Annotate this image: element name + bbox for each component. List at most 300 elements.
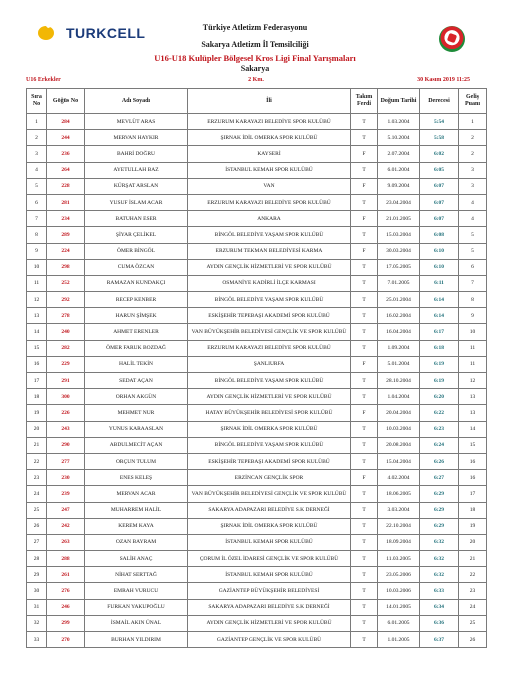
bib-number-cell: 229 [47,356,85,372]
athlete-name-cell: AHMET ERENLER [85,324,188,340]
bib-number-cell: 290 [47,437,85,453]
club-cell: İSTANBUL KEMAH SPOR KULÜBÜ [188,567,351,583]
time-cell: 6:32 [420,551,459,567]
birth-date-cell: 23.05.2006 [378,567,420,583]
points-cell: 26 [459,632,487,648]
birth-date-cell: 1.09.2004 [378,340,420,356]
rank-cell: 8 [27,227,47,243]
rank-cell: 16 [27,356,47,372]
time-cell: 5:58 [420,130,459,146]
birth-date-cell: 28.10.2004 [378,373,420,389]
points-cell: 18 [459,502,487,518]
club-cell: ESKİŞEHİR TEPEBAŞI AKADEMİ SPOR KULÜBÜ [188,308,351,324]
time-cell: 6:19 [420,356,459,372]
bib-number-cell: 247 [47,502,85,518]
club-cell: OSMANİYE KADİRLİ İLÇE KARMASI [188,275,351,291]
time-cell: 6:37 [420,632,459,648]
bib-number-cell: 281 [47,194,85,210]
bib-number-cell: 289 [47,227,85,243]
column-header: Sıra No [27,89,47,114]
athlete-name-cell: İSMAİL AKIN ÜNAL [85,615,188,631]
time-cell: 6:24 [420,437,459,453]
city-title: Sakarya [240,64,270,73]
points-cell: 4 [459,211,487,227]
points-cell: 5 [459,243,487,259]
birth-date-cell: 3.03.2004 [378,502,420,518]
rank-cell: 24 [27,486,47,502]
table-row [27,130,487,146]
team-individual-cell: F [351,146,378,162]
team-individual-cell: T [351,324,378,340]
birth-date-cell: 21.01.2005 [378,211,420,227]
birth-date-cell: 23.04.2004 [378,194,420,210]
team-individual-cell: T [351,162,378,178]
athlete-name-cell: RECEP KENBER [85,292,188,308]
bib-number-cell: 298 [47,259,85,275]
rank-cell: 1 [27,114,47,130]
athlete-name-cell: MERVAN HAYKIR [85,130,188,146]
club-cell: İSTANBUL KEMAH SPOR KULÜBÜ [188,534,351,550]
points-cell: 2 [459,146,487,162]
bib-number-cell: 292 [47,292,85,308]
table-row [27,356,487,372]
distance-label: 2 Km. [248,77,264,83]
athlete-name-cell: BAHRİ DOĞRU [85,146,188,162]
bib-number-cell: 276 [47,583,85,599]
brand-name: TURKCELL [66,25,146,41]
athlete-name-cell: SEDAT AÇAN [85,373,188,389]
club-cell: AYDIN GENÇLİK HİZMETLERİ VE SPOR KULÜBÜ [188,615,351,631]
bib-number-cell: 246 [47,599,85,615]
time-cell: 6:07 [420,194,459,210]
team-individual-cell: T [351,486,378,502]
team-individual-cell: F [351,356,378,372]
club-cell: ERZURUM TEKMAN BELEDİYESİ KARMA [188,243,351,259]
points-cell: 4 [459,194,487,210]
points-cell: 7 [459,275,487,291]
column-header: Adı Soyadı [85,89,188,114]
athlete-name-cell: AYETULLAH BAZ [85,162,188,178]
bib-number-cell: 228 [47,178,85,194]
points-cell: 10 [459,324,487,340]
rank-cell: 29 [27,567,47,583]
rank-cell: 10 [27,259,47,275]
event-title: U16-U18 Kulüpler Bölgesel Kros Ligi Final Yarışmaları [154,53,356,63]
rank-cell: 5 [27,178,47,194]
birth-date-cell: 18.06.2005 [378,486,420,502]
rank-cell: 3 [27,146,47,162]
team-individual-cell: T [351,275,378,291]
birth-date-cell: 11.03.2005 [378,551,420,567]
birth-date-cell: 6.01.2005 [378,615,420,631]
rank-cell: 7 [27,211,47,227]
points-cell: 6 [459,259,487,275]
bib-number-cell: 300 [47,389,85,405]
column-header: Derecesi [420,89,459,114]
table-row [27,437,487,453]
club-cell: AYDIN GENÇLİK HİZMETLERİ VE SPOR KULÜBÜ [188,259,351,275]
points-cell: 9 [459,308,487,324]
team-individual-cell: F [351,178,378,194]
time-cell: 6:20 [420,389,459,405]
bib-number-cell: 278 [47,308,85,324]
time-cell: 6:34 [420,599,459,615]
bib-number-cell: 299 [47,615,85,631]
bib-number-cell: 234 [47,211,85,227]
points-cell: 22 [459,567,487,583]
points-cell: 11 [459,356,487,372]
athlete-name-cell: BATUHAN ESER [85,211,188,227]
team-individual-cell: T [351,308,378,324]
points-cell: 20 [459,534,487,550]
athlete-name-cell: ÖMER BİNGÖL [85,243,188,259]
points-cell: 16 [459,453,487,469]
bib-number-cell: 230 [47,470,85,486]
club-cell: KAYSERİ [188,146,351,162]
bib-number-cell: 291 [47,373,85,389]
birth-date-cell: 5.10.2004 [378,130,420,146]
birth-date-cell: 25.01.2004 [378,292,420,308]
club-cell: ŞANLIURFA [188,356,351,372]
bib-number-cell: 236 [47,146,85,162]
athlete-name-cell: ŞİYAR ÇELİKEL [85,227,188,243]
athlete-name-cell: OZAN BAYRAM [85,534,188,550]
athlete-name-cell: ENES KELEŞ [85,470,188,486]
bib-number-cell: 226 [47,405,85,421]
team-individual-cell: T [351,632,378,648]
results-body [27,114,487,648]
points-cell: 15 [459,437,487,453]
table-row [27,340,487,356]
table-row [27,421,487,437]
athlete-name-cell: YUNUS KARAASLAN [85,421,188,437]
federation-title: Türkiye Atletizm Federasyonu [202,23,308,32]
table-row [27,567,487,583]
table-row [27,227,487,243]
athlete-name-cell: ÖMER FARUK BOZDAĞ [85,340,188,356]
time-cell: 5:54 [420,114,459,130]
team-individual-cell: T [351,130,378,146]
bib-number-cell: 261 [47,567,85,583]
club-cell: ŞIRNAK İDİL OMERKA SPOR KULÜBÜ [188,421,351,437]
table-row [27,453,487,469]
office-title: Sakarya Atletizm İl Temsilciliği [201,40,309,49]
time-cell: 6:36 [420,615,459,631]
team-individual-cell: T [351,292,378,308]
table-row [27,534,487,550]
time-cell: 6:19 [420,373,459,389]
rank-cell: 26 [27,518,47,534]
birth-date-cell: 1.01.2005 [378,632,420,648]
race-info-row [26,77,486,86]
team-individual-cell: T [351,373,378,389]
birth-date-cell: 2.07.2004 [378,146,420,162]
birth-date-cell: 20.04.2004 [378,405,420,421]
rank-cell: 14 [27,324,47,340]
time-cell: 6:07 [420,178,459,194]
athlete-name-cell: YUSUF İSLAM ACAR [85,194,188,210]
club-cell: ESKİŞEHİR TEPEBAŞI AKADEMİ SPOR KULÜBÜ [188,453,351,469]
rank-cell: 20 [27,421,47,437]
club-cell: ÇORUM İL ÖZEL İDARESİ GENÇLİK VE SPOR KULÜBÜ [188,551,351,567]
club-cell: ANKARA [188,211,351,227]
club-cell: BİNGÖL BELEDİYE YAŞAM SPOR KULÜBÜ [188,437,351,453]
time-cell: 6:14 [420,292,459,308]
team-individual-cell: F [351,470,378,486]
team-individual-cell: T [351,518,378,534]
rank-cell: 12 [27,292,47,308]
points-cell: 17 [459,486,487,502]
birth-date-cell: 14.01.2005 [378,599,420,615]
time-cell: 6:22 [420,405,459,421]
points-cell: 19 [459,518,487,534]
time-cell: 6:14 [420,308,459,324]
bib-number-cell: 288 [47,551,85,567]
bib-number-cell: 263 [47,534,85,550]
time-cell: 6:10 [420,259,459,275]
team-individual-cell: T [351,437,378,453]
athlete-name-cell: ABDULMECİT AÇAN [85,437,188,453]
bib-number-cell: 284 [47,114,85,130]
table-row [27,194,487,210]
birth-date-cell: 10.03.2004 [378,421,420,437]
birth-date-cell: 16.04.2004 [378,324,420,340]
rank-cell: 4 [27,162,47,178]
table-row [27,373,487,389]
rank-cell: 32 [27,615,47,631]
team-individual-cell: T [351,502,378,518]
team-individual-cell: T [351,194,378,210]
time-cell: 6:18 [420,340,459,356]
column-header: Doğum Tarihi [378,89,420,114]
time-cell: 6:29 [420,502,459,518]
category-label: U16 Erkekler [26,77,61,83]
time-cell: 6:02 [420,146,459,162]
table-row [27,114,487,130]
rank-cell: 13 [27,308,47,324]
athlete-name-cell: MEVLÜT ARAS [85,114,188,130]
time-cell: 6:32 [420,534,459,550]
birth-date-cell: 1.03.2004 [378,114,420,130]
athlete-name-cell: EMRAH VURUCU [85,583,188,599]
table-row [27,502,487,518]
table-row [27,486,487,502]
athlete-name-cell: MEHMET NUR [85,405,188,421]
points-cell: 24 [459,599,487,615]
birth-date-cell: 6.01.2004 [378,162,420,178]
birth-date-cell: 15.04.2004 [378,453,420,469]
table-row [27,243,487,259]
athlete-name-cell: KEREM KAYA [85,518,188,534]
rank-cell: 25 [27,502,47,518]
table-row [27,292,487,308]
column-header: İli [188,89,351,114]
points-cell: 11 [459,340,487,356]
time-cell: 6:23 [420,421,459,437]
rank-cell: 28 [27,551,47,567]
birth-date-cell: 9.09.2004 [378,178,420,194]
team-individual-cell: T [351,259,378,275]
rank-cell: 21 [27,437,47,453]
athlete-name-cell: ORÇUN TULUM [85,453,188,469]
athlete-name-cell: MUHARREM HALİL [85,502,188,518]
birth-date-cell: 15.03.2004 [378,227,420,243]
team-individual-cell: T [351,453,378,469]
club-cell: VAN [188,178,351,194]
time-cell: 6:32 [420,567,459,583]
birth-date-cell: 10.03.2006 [378,583,420,599]
time-cell: 6:08 [420,227,459,243]
points-cell: 14 [459,421,487,437]
club-cell: ERZİNCAN GENÇLİK SPOR [188,470,351,486]
rank-cell: 31 [27,599,47,615]
team-individual-cell: T [351,583,378,599]
athlete-name-cell: KÜRŞAT ARSLAN [85,178,188,194]
bib-number-cell: 239 [47,486,85,502]
rank-cell: 6 [27,194,47,210]
club-cell: GAZİANTEP BÜYÜKŞEHİR BELEDİYESİ [188,583,351,599]
birth-date-cell: 7.01.2005 [378,275,420,291]
results-table [26,88,487,648]
table-row [27,518,487,534]
club-cell: BİNGÖL BELEDİYE YAŞAM SPOR KULÜBÜ [188,292,351,308]
athlete-name-cell: MERVAN ACAR [85,486,188,502]
table-row [27,146,487,162]
team-individual-cell: T [351,567,378,583]
athlete-name-cell: HALİL TEKİN [85,356,188,372]
points-cell: 16 [459,470,487,486]
athlete-name-cell: RAMAZAN KUNDAKÇI [85,275,188,291]
time-cell: 6:11 [420,275,459,291]
club-cell: VAN BÜYÜKŞEHİR BELEDİYESİ GENÇLİK VE SPOR KULÜBÜ [188,324,351,340]
club-cell: ERZURUM KARAYAZI BELEDİYE SPOR KULÜBÜ [188,114,351,130]
team-individual-cell: F [351,405,378,421]
bib-number-cell: 252 [47,275,85,291]
athlete-name-cell: ORHAN AKGÜN [85,389,188,405]
rank-cell: 11 [27,275,47,291]
rank-cell: 19 [27,405,47,421]
points-cell: 23 [459,583,487,599]
points-cell: 1 [459,114,487,130]
time-cell: 6:07 [420,211,459,227]
table-row [27,178,487,194]
team-individual-cell: T [351,227,378,243]
rank-cell: 33 [27,632,47,648]
time-cell: 6:27 [420,470,459,486]
points-cell: 3 [459,162,487,178]
table-row [27,405,487,421]
club-cell: GAZİANTEP GENÇLİK VE SPOR KULÜBÜ [188,632,351,648]
time-cell: 6:29 [420,486,459,502]
table-row [27,583,487,599]
points-cell: 2 [459,130,487,146]
rank-cell: 23 [27,470,47,486]
birth-date-cell: 16.02.2004 [378,308,420,324]
column-header: Göğüs No [47,89,85,114]
athlete-name-cell: FURKAN YAKUPOĞLU [85,599,188,615]
points-cell: 21 [459,551,487,567]
club-cell: ERZURUM KARAYAZI BELEDİYE SPOR KULÜBÜ [188,194,351,210]
points-cell: 3 [459,178,487,194]
athlete-name-cell: NİHAT SERTTAĞ [85,567,188,583]
birth-date-cell: 18.09.2004 [378,534,420,550]
bib-number-cell: 242 [47,518,85,534]
points-cell: 5 [459,227,487,243]
table-row [27,632,487,648]
athlete-name-cell: SALİH ANAÇ [85,551,188,567]
bib-number-cell: 282 [47,340,85,356]
rank-cell: 15 [27,340,47,356]
table-row [27,324,487,340]
club-cell: ERZURUM KARAYAZI BELEDİYE SPOR KULÜBÜ [188,340,351,356]
rank-cell: 2 [27,130,47,146]
birth-date-cell: 5.01.2004 [378,356,420,372]
athlete-name-cell: BURHAN YILDIRIM [85,632,188,648]
team-individual-cell: T [351,615,378,631]
bib-number-cell: 244 [47,130,85,146]
table-row [27,275,487,291]
club-cell: HATAY BÜYÜKŞEHİR BELEDİYESİ SPOR KULÜBÜ [188,405,351,421]
club-cell: ŞIRNAK İDİL OMERKA SPOR KULÜBÜ [188,130,351,146]
athlete-name-cell: HARUN ŞİMŞEK [85,308,188,324]
time-cell: 6:05 [420,162,459,178]
team-individual-cell: T [351,114,378,130]
table-header-row [27,89,487,114]
table-row [27,259,487,275]
bib-number-cell: 224 [47,243,85,259]
time-cell: 6:29 [420,518,459,534]
column-header: Takım Ferdi [351,89,378,114]
table-row [27,470,487,486]
team-individual-cell: F [351,243,378,259]
points-cell: 12 [459,373,487,389]
birth-date-cell: 22.10.2004 [378,518,420,534]
rank-cell: 22 [27,453,47,469]
birth-date-cell: 1.04.2004 [378,389,420,405]
rank-cell: 17 [27,373,47,389]
team-individual-cell: T [351,340,378,356]
time-cell: 6:10 [420,243,459,259]
bib-number-cell: 264 [47,162,85,178]
club-cell: İSTANBUL KEMAH SPOR KULÜBÜ [188,162,351,178]
club-cell: BİNGÖL BELEDİYE YAŞAM SPOR KULÜBÜ [188,227,351,243]
club-cell: VAN BÜYÜKŞEHİR BELEDİYESİ GENÇLİK VE SPOR KULÜBÜ [188,486,351,502]
time-cell: 6:33 [420,583,459,599]
team-individual-cell: T [351,599,378,615]
birth-date-cell: 17.05.2005 [378,259,420,275]
birth-date-cell: 4.02.2004 [378,470,420,486]
club-cell: SAKARYA ADAPAZARI BELEDİYE S.K DERNEĞİ [188,502,351,518]
rank-cell: 9 [27,243,47,259]
bib-number-cell: 243 [47,421,85,437]
table-row [27,308,487,324]
time-cell: 6:17 [420,324,459,340]
points-cell: 8 [459,292,487,308]
bib-number-cell: 240 [47,324,85,340]
table-row [27,599,487,615]
bib-number-cell: 270 [47,632,85,648]
club-cell: SAKARYA ADAPAZARI BELEDİYE S.K DERNEĞİ [188,599,351,615]
column-header: Geliş Puanı [459,89,487,114]
rank-cell: 27 [27,534,47,550]
table-row [27,389,487,405]
rank-cell: 30 [27,583,47,599]
athlete-name-cell: CUMA ÖZCAN [85,259,188,275]
bib-number-cell: 277 [47,453,85,469]
table-row [27,551,487,567]
team-individual-cell: T [351,551,378,567]
team-individual-cell: T [351,389,378,405]
